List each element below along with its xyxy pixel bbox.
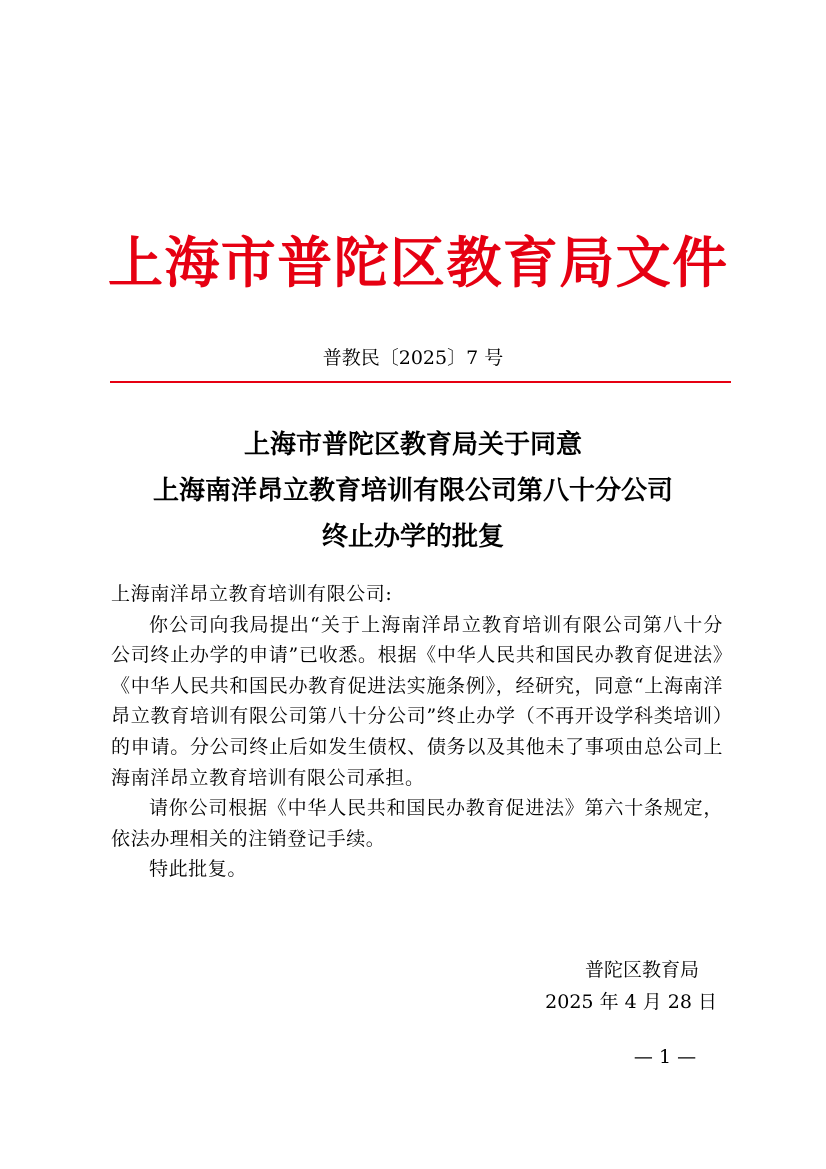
issue-date: 2025 年 4 月 28 日 <box>545 991 717 1013</box>
document-header-title: 上海市普陀区教育局文件 <box>108 230 728 295</box>
document-number: 普教民〔2025〕7 号 <box>322 347 504 369</box>
body-paragraph: 特此批复。 <box>149 858 248 881</box>
body-paragraph: 请你公司根据《中华人民共和国民办教育促进法》第六十条规定，依法办理相关的注销登记手续。 <box>111 797 723 850</box>
document-title-line: 上海南洋昂立教育培训有限公司第八十分公司 <box>152 476 673 506</box>
document-title-line: 终止办学的批复 <box>321 522 504 552</box>
page-number: — 1 — <box>633 1046 697 1068</box>
red-divider-line <box>110 381 731 383</box>
document-title-line: 上海市普陀区教育局关于同意 <box>243 430 582 460</box>
issuing-organization: 普陀区教育局 <box>584 959 699 981</box>
body-paragraph: 你公司向我局提出“关于上海南洋昂立教育培训有限公司第八十分公司终止办学的申请”已收悉。根据《中华人民共和国民办教育促进法》《中华人民共和国民办教育促进法实施条例》，经研究，同意“上海南洋昂立教育培训有限公司第八十分公司”终止办学（不再开设学科类培训）的申请。分公司终止后如发生债权、债务以及其他未了事项由总公司上海南洋昂立教育培训有限公司承担。 <box>111 613 723 789</box>
signature-block <box>500 954 717 1018</box>
document-title <box>0 422 826 560</box>
document-body <box>111 579 723 885</box>
addressee: 上海南洋昂立教育培训有限公司: <box>111 583 393 605</box>
